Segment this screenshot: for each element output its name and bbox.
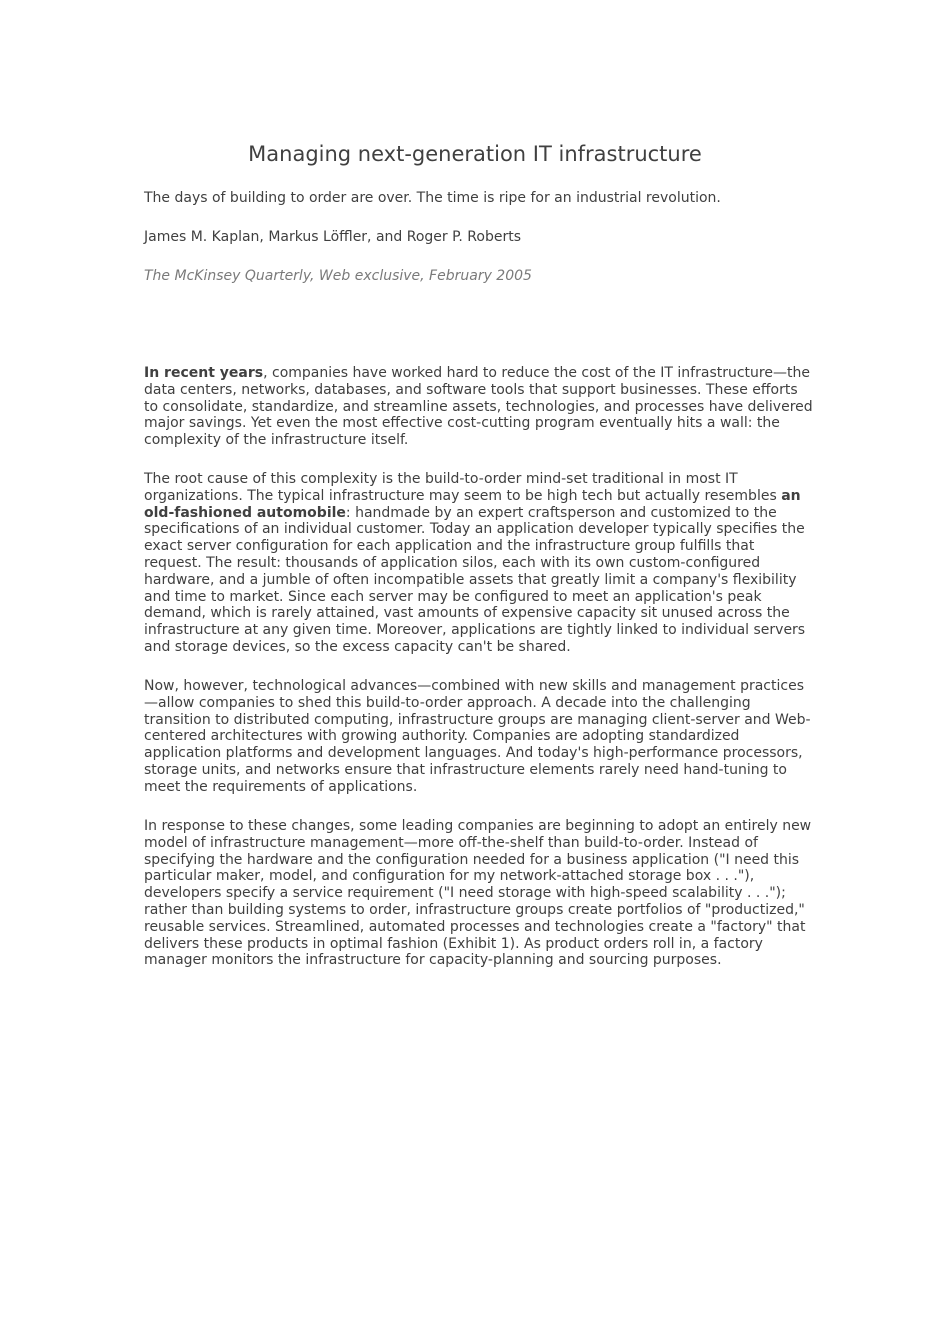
- paragraph-2: [144, 471, 816, 656]
- paragraph-2-bold: an old-fashioned automobile: [144, 487, 801, 521]
- article-subtitle: The days of building to order are over. The time is ripe for an industrial revolution.: [144, 190, 721, 206]
- article-source: The McKinsey Quarterly, Web exclusive, February 2005: [144, 268, 532, 284]
- article-authors: James M. Kaplan, Markus Löffler, and Roger P. Roberts: [144, 229, 521, 245]
- paragraph-2-start: The root cause of this complexity is the build-to-order mind-set traditional in most IT organizations. The typical infrastructure may seem to be high tech but actually resembles: [144, 471, 782, 504]
- article-title: Managing next-generation IT infrastructure: [248, 142, 702, 166]
- paragraph-1: [144, 365, 816, 449]
- paragraph-2-rest: : handmade by an expert craftsperson and customized to the specifications of an individual customer. Today an application developer typically specifies the exact server configuration for each application and the infrastructure group fulfills that request. The result: thousands of application silos, each with its own custom-configured hardware, and a jumble of often incompatible assets that greatly limit a company's flexibility and time to market. Since each server may be configured to meet an application's peak demand, which is rarely attained, vast amounts of expensive capacity sit unused across the infrastructure at any given time. Moreover, applications are tightly linked to individual servers and storage devices, so the excess capacity can't be shared.: [144, 504, 806, 655]
- paragraph-3: Now, however, technological advances—combined with new skills and management practices—allow companies to shed this build-to-order approach. A decade into the challenging transition to distributed computing, infrastructure groups are managing client-server and Web-centered architectures with growing authority. Companies are adopting standardized application platforms and development languages. And today's high-performance processors, storage units, and networks ensure that infrastructure elements rarely need hand-tuning to meet the requirements of applications.: [144, 678, 811, 795]
- paragraph-4: In response to these changes, some leading companies are beginning to adopt an entirely new model of infrastructure management—more off-the-shelf than build-to-order. Instead of specifying the hardware and the configuration needed for a business application ("I need this particular maker, model, and configuration for my network-attached storage box . . ."), developers specify a service requirement ("I need storage with high-speed scalability . . ."); rather than building systems to order, infrastructure groups create portfolios of "productized," reusable services. Streamlined, automated processes and technologies create a "factory" that delivers these products in optimal fashion (Exhibit 1). As product orders roll in, a factory manager monitors the infrastructure for capacity-planning and sourcing purposes.: [144, 818, 812, 969]
- paragraph-1-lead: In recent years: [144, 365, 264, 381]
- paragraph-1-text: , companies have worked hard to reduce the cost of the IT infrastructure—the data centers, networks, databases, and software tools that support businesses. These efforts to consolidate, standardize, and streamline assets, technologies, and processes have delivered major savings. Yet even the most effective cost-cutting program eventually hits a wall: the complexity of the infrastructure itself.: [144, 365, 813, 449]
